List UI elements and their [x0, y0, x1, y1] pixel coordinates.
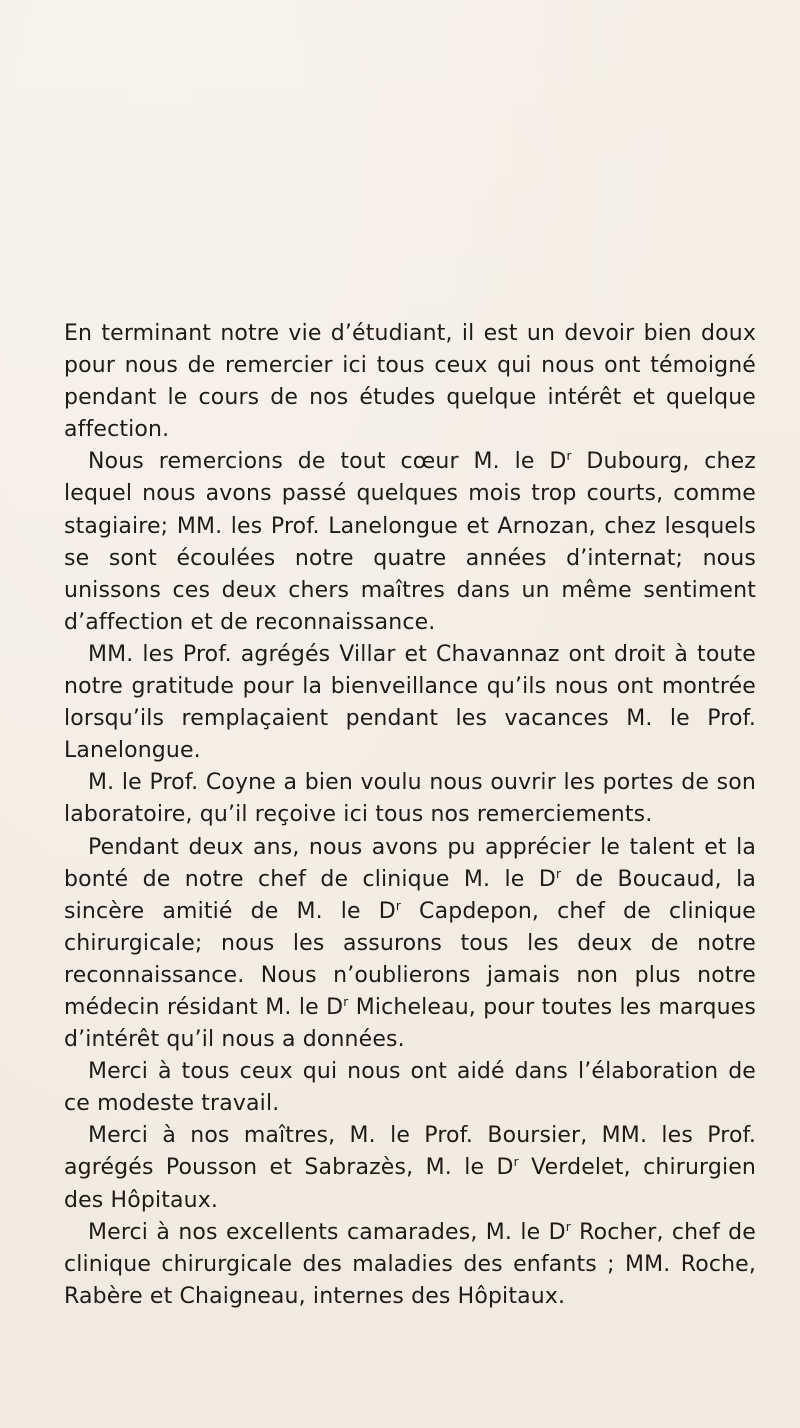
superscript: r: [513, 1155, 519, 1170]
text-segment: Verdelet, chirurgien des Hôpitaux.: [64, 1155, 756, 1213]
acknowledgements-text: [64, 318, 756, 1313]
text-segment: M. le Prof. Coyne a bien voulu nous ouvrir les portes de son laboratoire, qu’il reçoive ici tous nos remerciements.: [64, 770, 756, 828]
paragraph: [64, 446, 756, 639]
text-segment: En terminant notre vie d’étudiant, il est un devoir bien doux pour nous de remercier ici tous ceux qui nous ont témoigné pendant le cours de nos études quelque intérêt et quelque affection.: [64, 321, 756, 443]
text-segment: Dubourg, chez lequel nous avons passé quelques mois trop courts, comme stagiaire; MM. les Prof. Lanelongue et Arnozan, chez lesquels se sont écoulées notre quatre années d’internat; nous unissons ces deux chers maîtres dans un même sentiment d’affection et de reconnaissance.: [64, 449, 757, 635]
text-segment: Capdepon, chef de clinique chirurgicale; nous les assurons tous les deux de notre reconnaissance. Nous n’oublierons jamais non plus notre médecin résidant M. le D: [64, 898, 756, 1020]
text-segment: Pendant deux ans, nous avons pu apprécier le talent et la bonté de notre chef de clinique M. le D: [64, 834, 756, 892]
text-segment: Micheleau, pour toutes les marques d’intérêt qu’il nous a données.: [64, 994, 756, 1053]
text-segment: Merci à nos excellents camarades, M. le D: [88, 1219, 566, 1245]
paragraph: [64, 767, 756, 831]
text-segment: Rocher, chef de clinique chirurgicale des maladies des enfants ; MM. Roche, Rabère et Chaigneau, internes des Hôpitaux.: [64, 1219, 756, 1309]
text-segment: MM. les Prof. agrégés Villar et Chavannaz ont droit à toute notre gratitude pour la bienveillance qu’ils nous ont montrée lorsqu’ils remplaçaient pendant les vacances M. le Prof. Lanelongue.: [64, 641, 756, 764]
superscript: r: [565, 1219, 571, 1234]
paragraph: [64, 1120, 756, 1216]
paragraph: [64, 1056, 756, 1120]
text-segment: Merci à nos maîtres, M. le Prof. Boursier, MM. les Prof. agrégés Pousson et Sabrazès, M. le D: [64, 1123, 756, 1181]
paragraph: [64, 832, 756, 1057]
paragraph: [64, 639, 756, 767]
superscript: r: [555, 866, 562, 881]
text-segment: Nous remercions de tout cœur M. le D: [88, 449, 567, 475]
superscript: r: [395, 898, 401, 913]
superscript: r: [343, 994, 349, 1009]
text-segment: de Boucaud, la sincère amitié de M. le D: [64, 866, 756, 924]
superscript: r: [566, 449, 572, 464]
paragraph: [64, 318, 756, 446]
paragraph: [64, 1217, 756, 1313]
text-segment: Merci à tous ceux qui nous ont aidé dans l’élaboration de ce modeste travail.: [64, 1059, 756, 1117]
